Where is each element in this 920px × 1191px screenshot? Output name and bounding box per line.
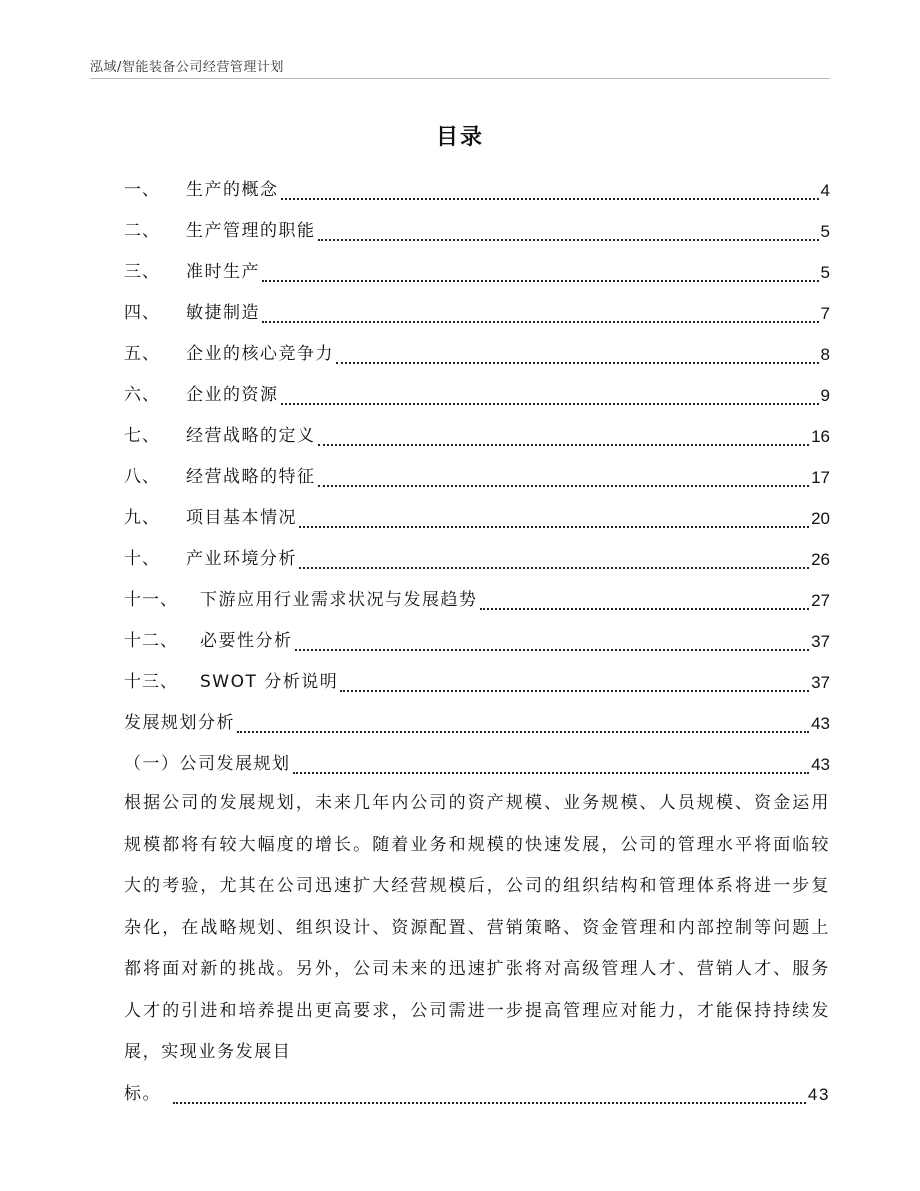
toc-entry-page: 5 [820, 222, 830, 241]
dot-leader [299, 526, 809, 528]
toc-entry-3[interactable] [124, 252, 830, 293]
toc-entry-number: 十二、 [124, 631, 178, 651]
toc-entry-title: 准时生产 [186, 262, 260, 282]
toc-entry-page: 43 [811, 714, 830, 733]
toc-entry-title: 生产管理的职能 [186, 221, 316, 241]
toc-entry-title: SWOT 分析说明 [200, 672, 339, 692]
toc-entry-page: 37 [811, 632, 830, 651]
toc-entry-page: 27 [811, 591, 830, 610]
toc-entry-title: 敏捷制造 [186, 303, 260, 323]
running-header: 泓域/智能装备公司经营管理计划 [90, 60, 284, 75]
toc-entry-15[interactable] [124, 744, 830, 785]
dot-leader [293, 772, 810, 774]
dot-leader [318, 485, 810, 487]
toc-entry-14[interactable] [124, 703, 830, 744]
toc-entry-number: 九、 [124, 508, 160, 528]
long-entry-ending: 标。 [124, 1083, 161, 1104]
toc-entry-11[interactable] [124, 580, 830, 621]
long-entry-last-line [124, 1074, 830, 1115]
toc-entry-number: 五、 [124, 344, 160, 364]
toc-entry-number: 十一、 [124, 590, 178, 610]
toc-entry-title: 经营战略的特征 [186, 467, 316, 487]
dot-leader [480, 608, 810, 610]
toc-entry-page: 5 [820, 263, 830, 282]
toc-entry-title: 企业的核心竞争力 [186, 344, 334, 364]
toc-entry-page: 43 [811, 755, 830, 774]
toc-entry-page: 17 [811, 468, 830, 487]
toc-entry-page: 8 [820, 345, 830, 364]
toc-entry-title: 项目基本情况 [186, 508, 297, 528]
toc-entry-6[interactable] [124, 375, 830, 416]
toc-entry-title: 企业的资源 [186, 385, 279, 405]
toc-entry-5[interactable] [124, 334, 830, 375]
toc-entry-title: 必要性分析 [200, 631, 293, 651]
table-of-contents [124, 170, 830, 785]
toc-entry-13[interactable] [124, 662, 830, 703]
toc-long-entry[interactable] [124, 783, 830, 1115]
dot-leader [295, 649, 810, 651]
toc-entry-8[interactable] [124, 457, 830, 498]
toc-entry-page: 43 [807, 1084, 830, 1104]
toc-entry-7[interactable] [124, 416, 830, 457]
toc-entry-4[interactable] [124, 293, 830, 334]
toc-entry-number: 六、 [124, 385, 160, 405]
header-divider [90, 78, 830, 79]
dot-leader [318, 239, 819, 241]
toc-entry-number: 十三、 [124, 672, 178, 692]
toc-title: 目录 [435, 125, 484, 150]
dot-leader [336, 362, 819, 364]
toc-entry-title: 生产的概念 [186, 180, 279, 200]
toc-entry-number: 二、 [124, 221, 160, 241]
toc-entry-title: （一）公司发展规划 [124, 754, 291, 774]
toc-entry-2[interactable] [124, 211, 830, 252]
toc-entry-number: 四、 [124, 303, 160, 323]
dot-leader [299, 567, 809, 569]
dot-leader [173, 1102, 806, 1104]
toc-entry-title: 下游应用行业需求状况与发展趋势 [200, 590, 478, 610]
dot-leader [281, 198, 819, 200]
toc-entry-number: 七、 [124, 426, 160, 446]
toc-entry-12[interactable] [124, 621, 830, 662]
dot-leader [262, 321, 819, 323]
toc-entry-page: 37 [811, 673, 830, 692]
toc-entry-number: 一、 [124, 180, 160, 200]
toc-entry-number: 十、 [124, 549, 160, 569]
toc-entry-1[interactable] [124, 170, 830, 211]
dot-leader [262, 280, 819, 282]
toc-entry-title: 经营战略的定义 [186, 426, 316, 446]
toc-entry-title: 产业环境分析 [186, 549, 297, 569]
toc-entry-number: 八、 [124, 467, 160, 487]
toc-entry-page: 9 [820, 386, 830, 405]
toc-entry-page: 26 [811, 550, 830, 569]
dot-leader [340, 690, 809, 692]
toc-entry-title: 发展规划分析 [124, 713, 235, 733]
toc-entry-page: 7 [820, 304, 830, 323]
long-entry-text: 根据公司的发展规划，未来几年内公司的资产规模、业务规模、人员规模、资金运用规模都将有较大幅度的增长。随着业务和规模的快速发展，公司的管理水平将面临较大的考验，尤其在公司迅速扩大经营规模后，公司的组织结构和管理体系将进一步复杂化，在战略规划、组织设计、资源配置、营销策略、资金管理和内部控制等问题上都将面对新的挑战。另外，公司未来的迅速扩张将对高级管理人才、营销人才、服务人才的引进和培养提出更高要求，公司需进一步提高管理应对能力，才能保持持续发展，实现业务发展目 [124, 793, 830, 1062]
toc-entry-page: 20 [811, 509, 830, 528]
dot-leader [318, 444, 810, 446]
dot-leader [237, 731, 809, 733]
toc-entry-page: 4 [820, 181, 830, 200]
dot-leader [281, 403, 819, 405]
toc-entry-10[interactable] [124, 539, 830, 580]
toc-entry-page: 16 [811, 427, 830, 446]
toc-entry-9[interactable] [124, 498, 830, 539]
toc-entry-number: 三、 [124, 262, 160, 282]
